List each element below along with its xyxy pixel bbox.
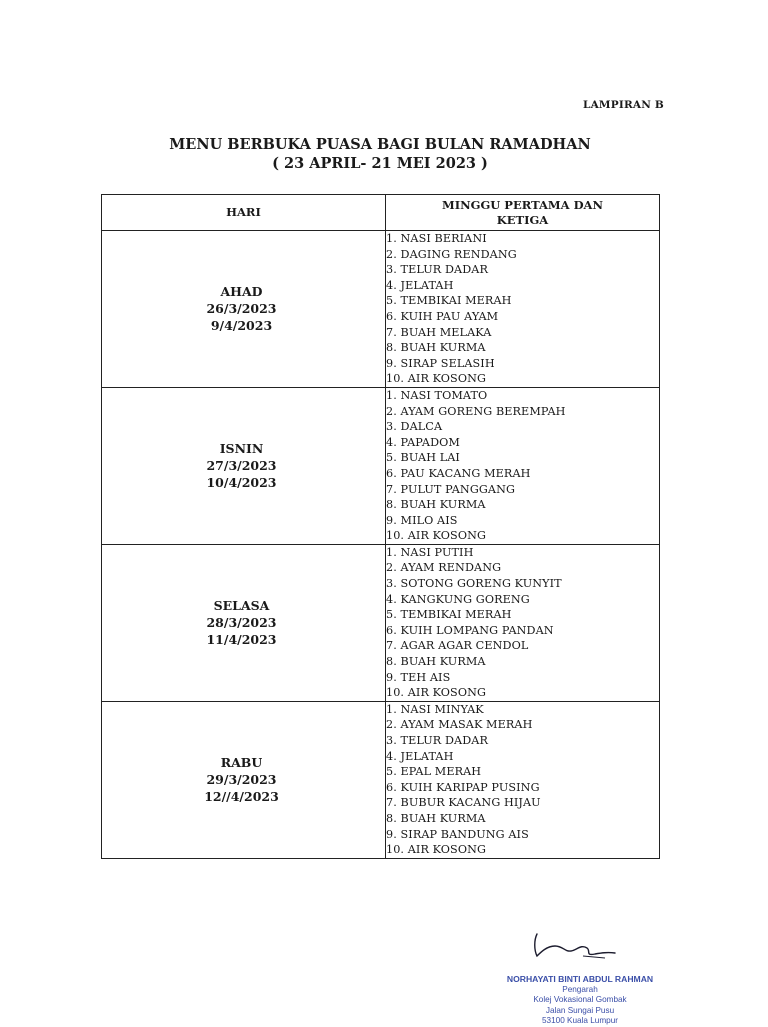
menu-items-cell: [386, 387, 660, 544]
day-cell: [102, 231, 386, 388]
list-item: 7. AGAR AGAR CENDOL: [386, 639, 529, 653]
menu-items-cell: [386, 544, 660, 701]
list-item: 7. BUAH MELAKA: [386, 325, 492, 339]
list-item: 5. TEMBIKAI MERAH: [386, 608, 512, 622]
menu-list: [386, 545, 659, 701]
menu-items-cell: [386, 231, 660, 388]
list-item: 4. JELATAH: [386, 749, 454, 763]
menu-table-body: [102, 231, 660, 859]
list-item: 1. NASI MINYAK: [386, 702, 484, 716]
day-date-1: 29/3/2023: [206, 772, 277, 788]
official-stamp: [495, 974, 665, 1027]
list-item: 8. BUAH KURMA: [386, 341, 486, 355]
title-line-1: MENU BERBUKA PUASA BAGI BULAN RAMADHAN: [169, 136, 591, 153]
table-row: [102, 544, 660, 701]
day-name: SELASA: [213, 598, 270, 614]
list-item: 2. DAGING RENDANG: [386, 247, 517, 261]
list-item: 1. NASI TOMATO: [386, 388, 488, 402]
stamp-line-2: Jalan Sungai Pusu: [545, 1005, 615, 1015]
header-minggu-line-1: MINGGU PERTAMA DAN: [442, 197, 603, 212]
list-item: 2. AYAM RENDANG: [386, 561, 502, 575]
attachment-label: LAMPIRAN B: [583, 99, 664, 111]
list-item: 9. TEH AIS: [386, 670, 451, 684]
list-item: 8. BUAH KURMA: [386, 655, 486, 669]
title-line-2: ( 23 APRIL- 21 MEI 2023 ): [272, 155, 488, 172]
list-item: 2. AYAM MASAK MERAH: [386, 718, 533, 732]
header-hari: HARI: [102, 195, 386, 231]
menu-list: [386, 231, 659, 387]
day-name: AHAD: [220, 284, 263, 300]
list-item: 6. PAU KACANG MERAH: [386, 466, 531, 480]
list-item: 9. SIRAP SELASIH: [386, 356, 495, 370]
list-item: 4. JELATAH: [386, 278, 454, 292]
day-name: ISNIN: [219, 441, 264, 457]
list-item: 7. BUBUR KACANG HIJAU: [386, 796, 541, 810]
list-item: 5. BUAH LAI: [386, 451, 460, 465]
day-cell: [102, 701, 386, 858]
day-date-1: 26/3/2023: [206, 301, 277, 317]
list-item: 3. TELUR DADAR: [386, 734, 489, 747]
day-name: RABU: [220, 755, 263, 771]
list-item: 4. PAPADOM: [386, 435, 460, 449]
stamp-line-1: Kolej Vokasional Gombak: [533, 995, 627, 1004]
table-row: [102, 231, 660, 388]
day-date-2: 12//4/2023: [204, 789, 279, 805]
list-item: 8. BUAH KURMA: [386, 498, 486, 512]
stamp-role: Pengarah: [562, 984, 598, 994]
header-minggu-line-2: KETIGA: [496, 212, 549, 227]
list-item: 6. KUIH KARIPAP PUSING: [386, 780, 540, 794]
day-date-1: 27/3/2023: [206, 458, 277, 474]
list-item: 2. AYAM GORENG BEREMPAH: [386, 404, 566, 418]
list-item: 7. PULUT PANGGANG: [386, 482, 515, 496]
menu-table: [101, 194, 660, 859]
day-date-2: 10/4/2023: [206, 475, 277, 491]
stamp-name: NORHAYATI BINTI ABDUL RAHMAN: [506, 974, 654, 984]
list-item: 1. NASI PUTIH: [386, 545, 474, 559]
day-date-1: 28/3/2023: [206, 615, 277, 631]
list-item: 5. TEMBIKAI MERAH: [386, 294, 512, 308]
list-item: 4. KANGKUNG GORENG: [386, 592, 530, 606]
stamp-line-3: 53100 Kuala Lumpur: [541, 1016, 619, 1025]
header-minggu: [386, 195, 660, 231]
list-item: 3. DALCA: [386, 420, 443, 434]
table-row: [102, 701, 660, 858]
list-item: 10. AIR KOSONG: [386, 843, 487, 857]
list-item: 10. AIR KOSONG: [386, 686, 487, 700]
day-cell: [102, 544, 386, 701]
list-item: 3. SOTONG GORENG KUNYIT: [386, 577, 562, 591]
list-item: 6. KUIH LOMPANG PANDAN: [386, 623, 554, 637]
table-row: [102, 387, 660, 544]
list-item: 1. NASI BERIANI: [386, 232, 487, 245]
list-item: 6. KUIH PAU AYAM: [386, 309, 499, 323]
day-date-2: 11/4/2023: [206, 632, 277, 648]
list-item: 3. TELUR DADAR: [386, 263, 489, 277]
list-item: 5. EPAL MERAH: [386, 765, 482, 779]
table-header-row: [102, 195, 660, 231]
list-item: 10. AIR KOSONG: [386, 372, 487, 386]
list-item: 10. AIR KOSONG: [386, 529, 487, 543]
day-date-2: 9/4/2023: [210, 318, 273, 334]
menu-items-cell: [386, 701, 660, 858]
list-item: 8. BUAH KURMA: [386, 811, 486, 825]
day-cell: [102, 387, 386, 544]
list-item: 9. SIRAP BANDUNG AIS: [386, 827, 529, 841]
signature-image: [525, 926, 635, 968]
list-item: 9. MILO AIS: [386, 513, 458, 527]
document-title: [0, 135, 768, 173]
menu-list: [386, 702, 659, 858]
menu-list: [386, 388, 659, 544]
signature-block: [495, 926, 665, 1024]
